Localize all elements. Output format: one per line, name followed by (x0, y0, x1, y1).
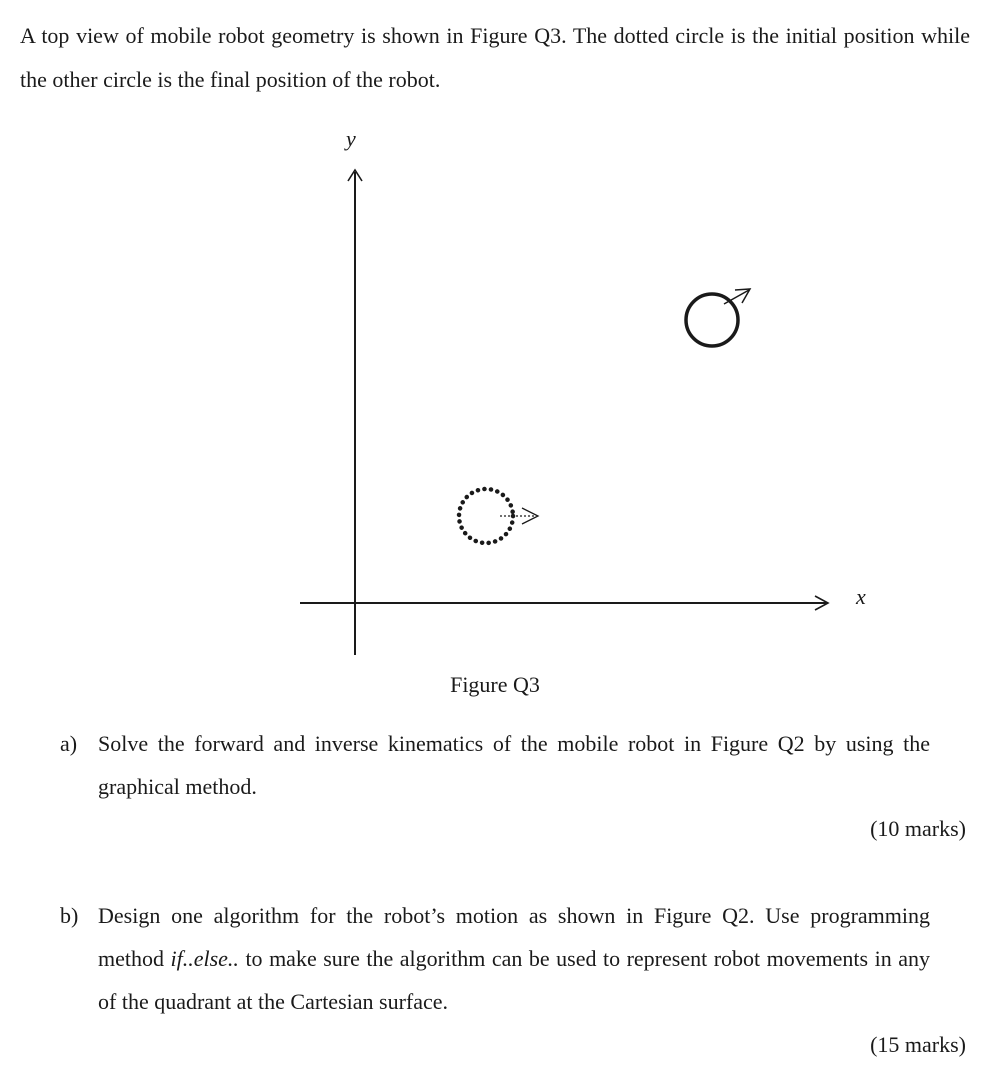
x-axis-label: x (856, 584, 866, 609)
question-b-letter: b) (60, 903, 79, 928)
figure-caption: Figure Q3 (450, 672, 540, 697)
initial-position-circle (459, 489, 513, 543)
question-b-text-italic: if..else.. (170, 946, 239, 971)
final-position-circle (686, 294, 738, 346)
question-a-letter: a) (60, 731, 78, 756)
question-a-text: Solve the forward and inverse kinematics of the mobile robot in Figure Q2 by using the graphical method. (98, 731, 930, 799)
question-a-marks: (10 marks) (870, 816, 966, 841)
question-b-marks: (15 marks) (870, 1032, 966, 1057)
initial-heading-arrowhead (522, 508, 538, 524)
question-b-text-before: Design one algorithm for the robot’s motion as shown in Figure Q2. Use programming method (98, 903, 930, 971)
final-heading-arrowhead (735, 289, 750, 303)
question-b-text-after: to make sure the algorithm can be used to represent robot movements in any of the quadrant at the Cartesian surface. (98, 946, 930, 1014)
question-b (60, 894, 960, 1029)
y-axis-arrowhead (348, 170, 362, 181)
question-a (60, 722, 960, 812)
y-axis-label: y (346, 126, 356, 151)
x-axis-arrowhead (815, 596, 828, 610)
question-b-text (98, 894, 930, 1023)
final-heading-arrow-shaft (724, 290, 749, 304)
intro-paragraph: A top view of mobile robot geometry is shown in Figure Q3. The dotted circle is the initial position while the other circle is the final position of the robot. (20, 23, 970, 92)
